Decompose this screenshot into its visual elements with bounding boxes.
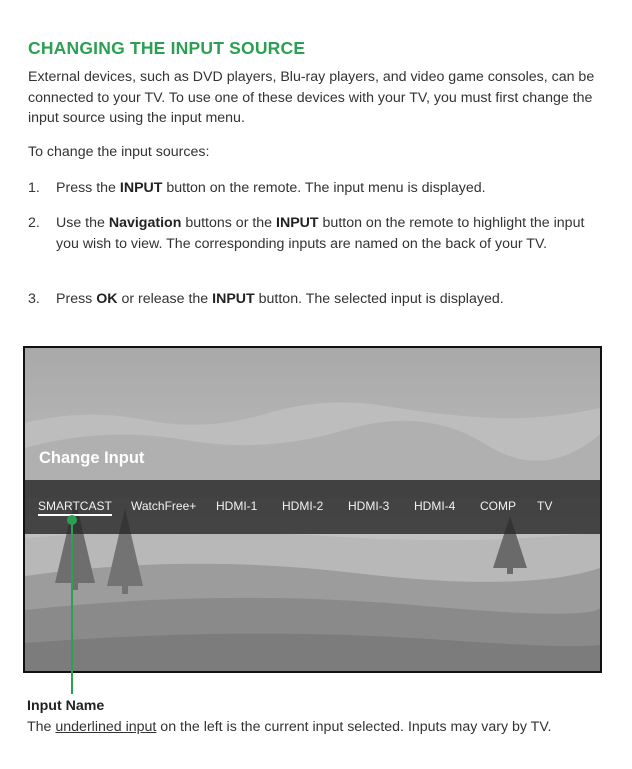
callout-leader-line	[71, 520, 73, 694]
input-option-smartcast[interactable]: SMARTCAST	[38, 499, 112, 516]
input-option-hdmi-3[interactable]: HDMI-3	[348, 499, 390, 513]
input-option-hdmi-4[interactable]: HDMI-4	[414, 499, 456, 513]
step-text: Press OK or release the INPUT button. The selected input is displayed.	[56, 291, 504, 307]
step-text: Press the INPUT button on the remote. The input menu is displayed.	[56, 180, 486, 196]
section-heading: CHANGING THE INPUT SOURCE	[28, 38, 306, 58]
input-option-tv[interactable]: TV	[537, 499, 553, 513]
step-number: 1.	[28, 180, 40, 196]
input-option-hdmi-1[interactable]: HDMI-1	[216, 499, 258, 513]
callout-title: Input Name	[27, 698, 105, 714]
button-name: INPUT	[119, 180, 163, 196]
step-number: 2.	[28, 215, 40, 231]
button-name: OK	[96, 291, 118, 307]
input-option-watchfree[interactable]: WatchFree+	[131, 499, 197, 513]
button-name: Navigation	[108, 215, 182, 231]
input-option-comp[interactable]: COMP	[480, 499, 516, 513]
change-input-title: Change Input	[39, 449, 145, 467]
callout-description: The underlined input on the left is the current input selected. Inputs may vary by TV.	[27, 719, 552, 735]
tv-screen-illustration	[23, 346, 602, 673]
callout-dot	[67, 515, 77, 525]
button-name: INPUT	[276, 215, 319, 231]
intro-paragraph: External devices, such as DVD players, Blu-ray players, and video game consoles, can be connected to your TV. To use one of these devices with your TV, you must first change the input source using the input menu.	[28, 69, 595, 126]
step-number: 3.	[28, 291, 40, 307]
steps-lead: To change the input sources:	[28, 144, 210, 160]
underlined-input-link-text: underlined input	[55, 719, 157, 735]
button-name: INPUT	[212, 291, 255, 307]
step-text: Use the Navigation buttons or the INPUT button on the remote to highlight the input you wish to view. The corresponding inputs are named on the back of your TV.	[56, 215, 585, 252]
input-menu-bar	[25, 480, 600, 534]
input-option-hdmi-2[interactable]: HDMI-2	[282, 499, 324, 513]
